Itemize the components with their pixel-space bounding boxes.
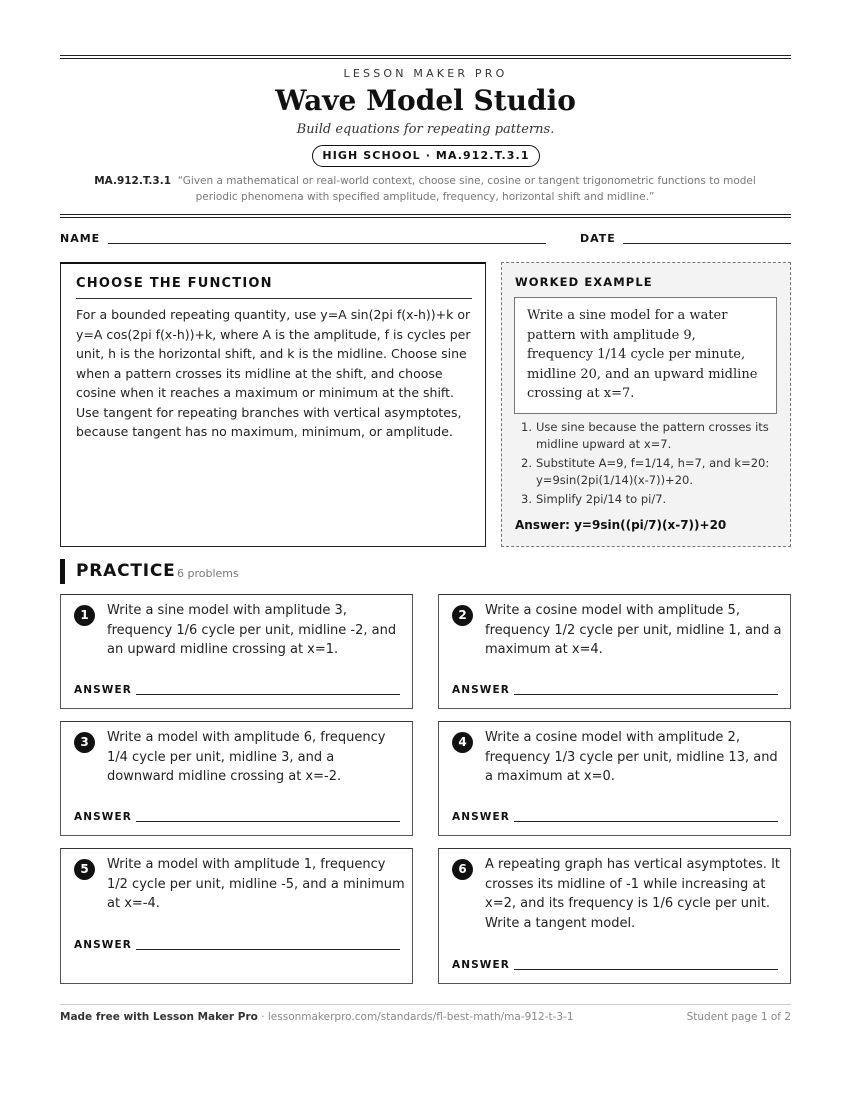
brand-name: LESSON MAKER PRO: [343, 67, 508, 80]
worksheet-page: [60, 0, 791, 1100]
footer-rule: [60, 1004, 791, 1005]
practice-problem-2: [438, 594, 791, 709]
date-field-line[interactable]: [623, 243, 791, 244]
step-text: Use sine because the pattern crosses its midline upward at x=7.: [536, 420, 769, 451]
answer-label: ANSWER: [452, 959, 510, 971]
problem-number-badge: 6: [452, 859, 473, 880]
choose-function-heading: CHOOSE THE FUNCTION: [76, 276, 273, 291]
worked-example-answer: Answer: y=9sin((pi/7)(x-7))+20: [515, 518, 727, 532]
practice-title: PRACTICE: [76, 561, 176, 581]
problem-number-badge: 4: [452, 732, 473, 753]
worked-example-problem: Write a sine model for a water pattern with amplitude 9, frequency 1/14 cycle per minute, midline 20, and an upward midline crossing at x=7.: [514, 297, 777, 414]
standard-text: “Given a mathematical or real-world context, choose sine, cosine or tangent trigonometric functions to model periodic phenomena with specified amplitude, frequency, horizontal shift and midline.”: [177, 175, 756, 203]
answer-label: ANSWER: [452, 684, 510, 696]
problem-text: Write a sine model with amplitude 3, frequency 1/6 cycle per unit, midline -2, and an upward midline crossing at x=1.: [107, 603, 397, 657]
page-subtitle: Build equations for repeating patterns.: [296, 122, 555, 137]
header-bottom-double-rule: [60, 214, 791, 218]
answer-line[interactable]: [136, 694, 400, 695]
worked-step: [515, 419, 780, 453]
answer-label: ANSWER: [74, 939, 132, 951]
footer-url[interactable]: · lessonmakerpro.com/standards/fl-best-math/ma-912-t-3-1: [257, 1011, 574, 1023]
practice-count: 6 problems: [177, 567, 239, 580]
top-double-rule: [60, 55, 791, 59]
worked-step: [515, 455, 780, 489]
standard-code: MA.912.T.3.1: [94, 175, 172, 187]
worked-step: [515, 491, 780, 508]
answer-label: ANSWER: [452, 811, 510, 823]
problem-number-badge: 2: [452, 605, 473, 626]
problem-number-badge: 5: [74, 859, 95, 880]
standard-description: [80, 173, 770, 205]
name-field-line[interactable]: [108, 243, 546, 244]
answer-line[interactable]: [136, 821, 400, 822]
step-number: 2.: [521, 456, 532, 470]
worked-example-steps: [515, 419, 780, 510]
problem-text: Write a cosine model with amplitude 5, frequency 1/2 cycle per unit, midline 1, and a maximum at x=4.: [485, 603, 782, 657]
footer-page-number: Student page 1 of 2: [686, 1011, 791, 1023]
answer-label: ANSWER: [74, 684, 132, 696]
practice-problem-1: [60, 594, 413, 709]
problem-number-badge: 3: [74, 732, 95, 753]
problem-text: Write a model with amplitude 1, frequency 1/2 cycle per unit, midline -5, and a minimum at x=-4.: [107, 857, 405, 911]
heading-underline: [76, 298, 472, 299]
worked-example-panel: [501, 262, 791, 547]
practice-accent-bar: [60, 559, 65, 584]
practice-problem-3: [60, 721, 413, 836]
practice-problem-4: [438, 721, 791, 836]
answer-line[interactable]: [136, 949, 400, 950]
worked-example-heading: WORKED EXAMPLE: [515, 275, 653, 289]
step-number: 3.: [521, 492, 532, 506]
date-label: DATE: [580, 232, 616, 245]
answer-line[interactable]: [514, 969, 778, 970]
footer-made-with: Made free with Lesson Maker Pro: [60, 1011, 258, 1023]
grade-standard-badge: HIGH SCHOOL · MA.912.T.3.1: [312, 145, 540, 167]
problem-text: A repeating graph has vertical asymptotes. It crosses its midline of -1 while increasing at x=2, and its frequency is 1/6 cycle per unit. Write a tangent model.: [485, 857, 780, 931]
step-number: 1.: [521, 420, 532, 434]
answer-line[interactable]: [514, 821, 778, 822]
problem-number-badge: 1: [74, 605, 95, 626]
step-text: Substitute A=9, f=1/14, h=7, and k=20: y=9sin(2pi(1/14)(x-7))+20.: [536, 456, 770, 487]
choose-function-body: For a bounded repeating quantity, use y=A sin(2pi f(x-h))+k or y=A cos(2pi f(x-h))+k, where A is the amplitude, f is cycles per unit, h is the horizontal shift, and k is the midline. Choose sine when a pattern crosses its midline at the shift, and choose cosine when it reaches a maximum or minimum at the shift. Use tangent for repeating branches with vertical asymptotes, because tangent has no maximum, minimum, or amplitude.: [76, 307, 471, 439]
answer-line[interactable]: [514, 694, 778, 695]
practice-problem-5: [60, 848, 413, 984]
choose-function-panel: [60, 262, 486, 547]
practice-problem-6: [438, 848, 791, 984]
name-label: NAME: [60, 232, 101, 245]
problem-text: Write a cosine model with amplitude 2, frequency 1/3 cycle per unit, midline 13, and a maximum at x=0.: [485, 730, 778, 784]
footer-credit: [60, 1011, 574, 1023]
problem-text: Write a model with amplitude 6, frequency 1/4 cycle per unit, midline 3, and a downward midline crossing at x=-2.: [107, 730, 386, 784]
step-text: Simplify 2pi/14 to pi/7.: [536, 492, 667, 506]
answer-label: ANSWER: [74, 811, 132, 823]
page-title: Wave Model Studio: [275, 84, 576, 117]
